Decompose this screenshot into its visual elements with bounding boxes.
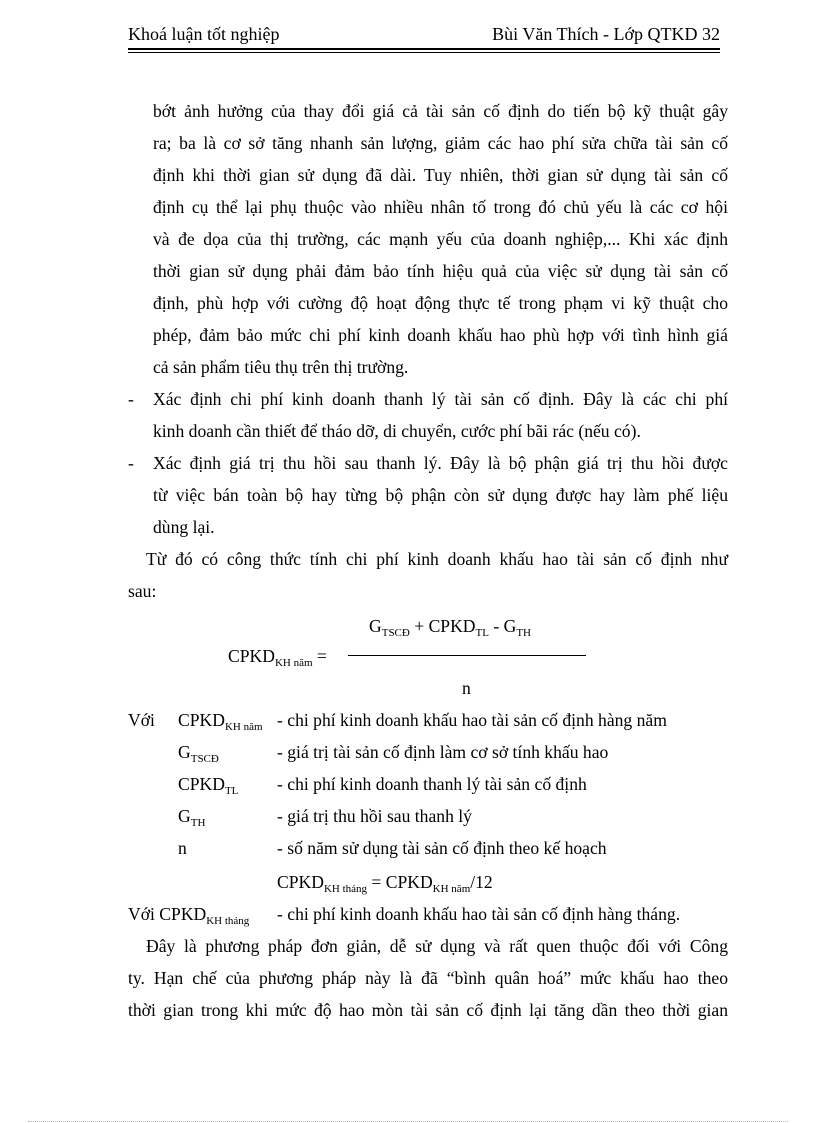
definition-description: - chi phí kinh doanh khấu hao tài sản cố định hàng năm (277, 710, 667, 730)
text-line: ra; ba là cơ sở tăng nhanh sản lượng, giảm các hao phí sửa chữa tài sản cố (153, 133, 728, 153)
definition-description: - giá trị tài sản cố định làm cơ sở tính khấu hao (277, 742, 609, 762)
text-line: dùng lại. (153, 517, 215, 537)
text-line: định khi thời gian sử dụng đã dài. Tuy nhiên, thời gian sử dụng tài sản cố (153, 165, 728, 185)
formula-numerator: $G_{TSCĐ}$ + $CPKD_{TL} - G_{TH}$ (369, 616, 531, 639)
definition-description: - giá trị thu hồi sau thanh lý (277, 806, 472, 826)
bullet-marker: - (128, 389, 134, 409)
page-bottom-rule (28, 1121, 788, 1122)
header-right-author: Bùi Văn Thích - Lớp QTKD 32 (492, 24, 720, 44)
definition-symbol: $CPKD_{KH năm}$ (178, 710, 263, 733)
definition-symbol: n (178, 838, 187, 858)
monthly-formula: $CPKD_{KH tháng}$ = $CPKD_{KH năm}/12$ (277, 872, 493, 895)
text-line: kinh doanh cần thiết để tháo dỡ, di chuyển, cước phí bãi rác (nếu có). (153, 421, 641, 441)
text-line: và đe dọa của thị trường, các mạnh yếu của doanh nghiệp,... Khi xác định (153, 229, 728, 249)
definition-description: - số năm sử dụng tài sản cố định theo kế hoạch (277, 838, 607, 858)
text-line: bớt ảnh hưởng của thay đổi giá cả tài sản cố định do tiến bộ kỹ thuật gây (153, 101, 728, 121)
monthly-definition-symbol: Với $CPKD_{KH tháng}$ (128, 904, 250, 927)
text-line: Đây là phương pháp đơn giản, dễ sử dụng và rất quen thuộc đối với Công (146, 936, 728, 956)
text-line: Từ đó có công thức tính chi phí kinh doanh khấu hao tài sản cố định như (146, 549, 728, 569)
text-line: phép, đảm bảo mức chi phí kinh doanh khấu hao phù hợp với tình hình giá (153, 325, 728, 345)
text-line: cả sản phẩm tiêu thụ trên thị trường. (153, 357, 409, 377)
text-line: sau: (128, 581, 157, 601)
monthly-definition-description: - chi phí kinh doanh khấu hao tài sản cố định hàng tháng. (277, 904, 681, 924)
definition-symbol: $CPKD_{TL}$ (178, 774, 239, 797)
formula-denominator: n (462, 678, 471, 698)
text-line: thời gian sử dụng phải đảm bảo tính hiệu quả của việc sử dụng tài sản cố (153, 261, 728, 281)
text-line: ty. Hạn chế của phương pháp này là đã “bình quân hoá” mức khấu hao theo (128, 968, 728, 988)
page-header (128, 24, 720, 50)
header-double-rule (128, 52, 720, 53)
text-line: thời gian trong khi mức độ hao mòn tài sản cố định lại tăng dần theo thời gian (128, 1000, 728, 1020)
text-line: Xác định chi phí kinh doanh thanh lý tài sản cố định. Đây là các chi phí (153, 389, 728, 409)
text-line: định, phù hợp với cường độ hoạt động thực tế trong phạm vi kỹ thuật cho (153, 293, 728, 313)
text-line: định cụ thể lại phụ thuộc vào nhiều nhân tố trong đó chủ yếu là các cơ hội (153, 197, 728, 217)
formula-lhs: $CPKD_{KH năm}$ = (228, 646, 327, 669)
header-left-title: Khoá luận tốt nghiệp (128, 24, 280, 44)
definition-symbol: $G_{TH}$ (178, 806, 206, 829)
definition-symbol: $G_{TSCĐ}$ (178, 742, 219, 765)
bullet-marker: - (128, 453, 134, 473)
definition-description: - chi phí kinh doanh thanh lý tài sản cố định (277, 774, 587, 794)
text-line: từ việc bán toàn bộ hay từng bộ phận còn sử dụng được hay làm phế liệu (153, 485, 728, 505)
text-line: Xác định giá trị thu hồi sau thanh lý. Đây là bộ phận giá trị thu hồi được (153, 453, 728, 473)
fraction-bar (348, 655, 586, 656)
definitions-intro: Với (128, 710, 155, 730)
